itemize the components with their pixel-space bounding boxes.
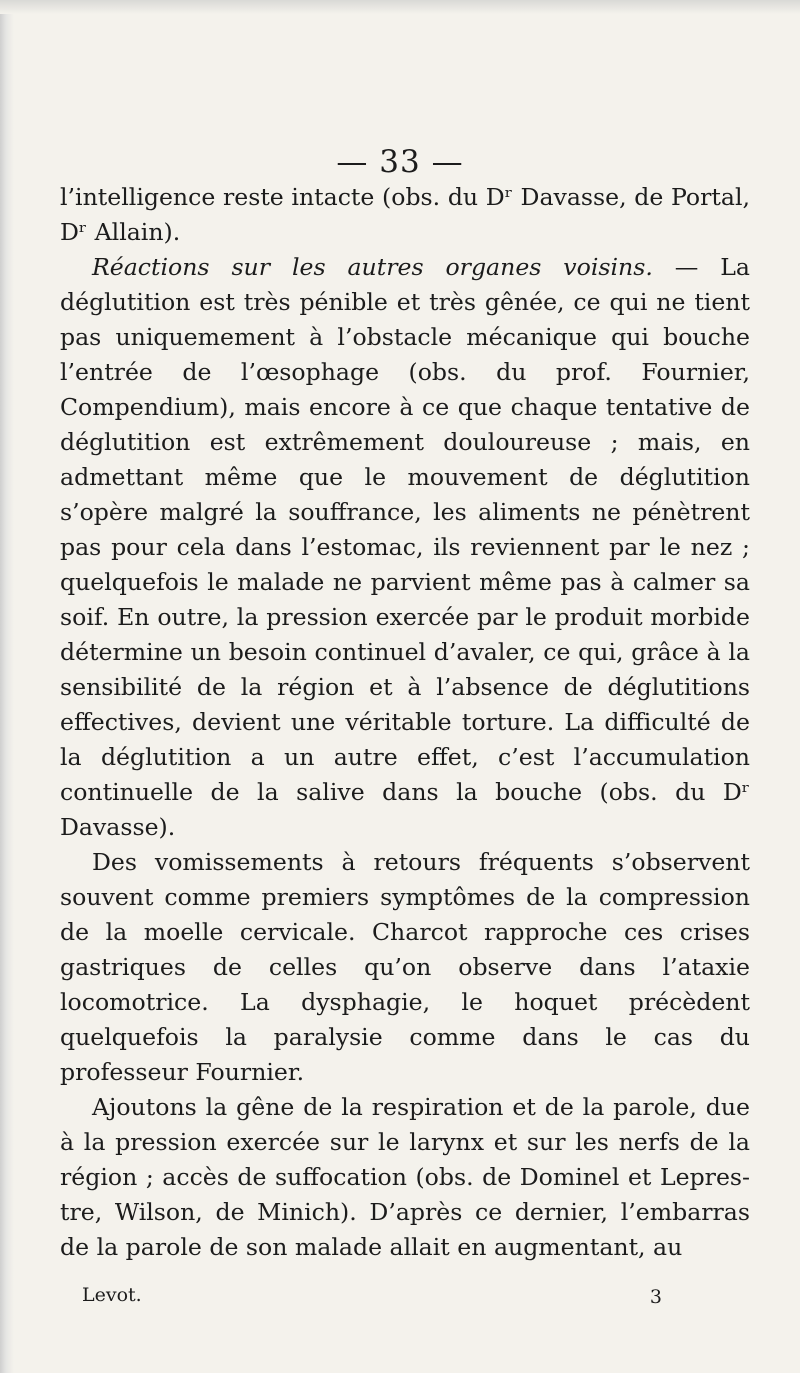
paragraph-3: Des vomissements à retours fréquents s’observent souvent comme premiers symptômes de la compression de la moelle cervicale. Charcot rapproche ces crises gastriques de celles qu’on observe dans l’ataxie locomotrice. La dysphagie, le hoquet précèdent quelquefois la paralysie comme dans le cas du professeur Fournier. (60, 848, 750, 1086)
page-top-shadow (0, 0, 800, 14)
paragraph-1: l’intelligence reste intacte (obs. du Dʳ Davasse, de Portal, Dʳ Allain). (60, 183, 750, 246)
page-number: — 33 — (336, 144, 464, 180)
body-text (60, 180, 750, 1265)
paragraph-2-text: — La déglutition est très pénible et très gênée, ce qui ne tient pas uniquemement à l’obstacle mécanique qui bouche l’entrée de l’œsophage (obs. du prof. Fournier, Compendium), mais encore à ce que chaque tentative de déglutition est extrêmement douloureuse ; mais, en admettant même que le mouvement de déglutition s’opère malgré la souffrance, les aliments ne pénètrent pas pour cela dans l’estomac, ils reviennent par le nez ; quelquefois le malade ne parvient même pas à calmer sa soif. En outre, la pression exercée par le produit morbide détermine un besoin continuel d’avaler, ce qui, grâce à la sensibilité de la région et à l’absence de déglutitions effectives, devient une véritable torture. La difficulté de la déglutition a un autre effet, c’est l’accumulation continuelle de la salive dans la bouche (obs. du Dʳ Davasse). (60, 253, 750, 841)
author-signature: Levot. (82, 1284, 142, 1306)
paragraph-2 (60, 250, 750, 845)
section-heading: Réactions sur les autres organes voisins. (92, 253, 653, 281)
gathering-signature: 3 (649, 1286, 662, 1308)
page-binding-edge (0, 0, 14, 1373)
paragraph-4: Ajoutons la gêne de la respiration et de la parole, due à la pression exercée sur le larynx et sur les nerfs de la région ; accès de suffocation (obs. de Dominel et Lepres-tre, Wilson, de Minich). D’après ce dernier, l’embarras de la parole de son malade allait en augmentant, au (60, 1093, 750, 1261)
